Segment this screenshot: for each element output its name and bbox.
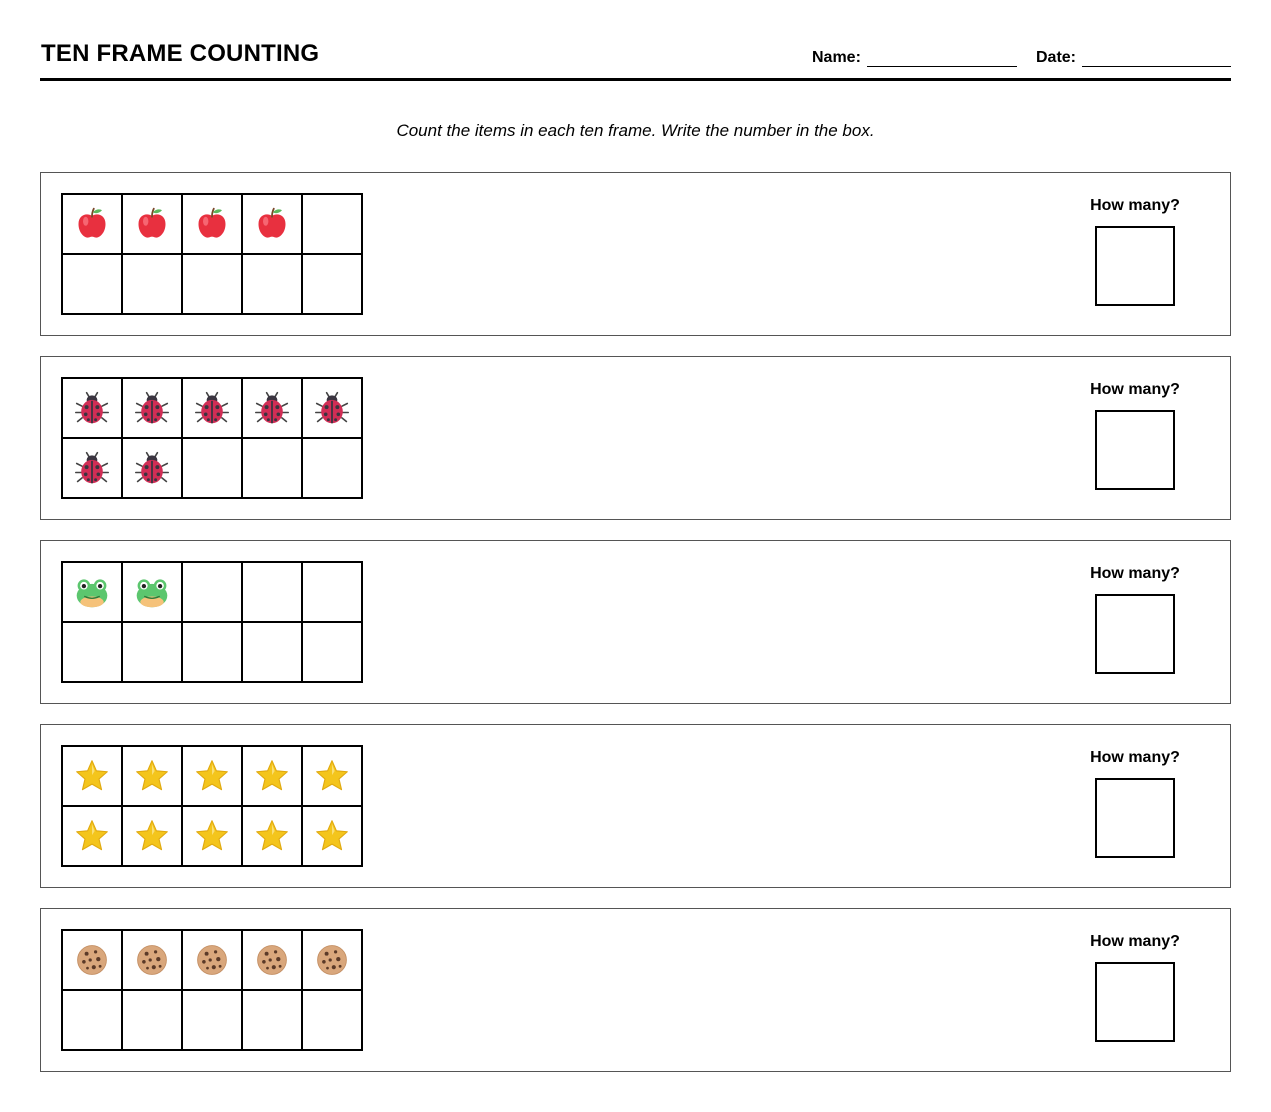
star-icon bbox=[314, 758, 350, 794]
cookie-icon bbox=[134, 942, 170, 978]
ladybug-icon bbox=[74, 390, 110, 426]
ten-frame-cell bbox=[123, 379, 183, 439]
ten-frame-cell bbox=[183, 807, 243, 867]
ten-frame-cell bbox=[243, 931, 303, 991]
answer-box[interactable] bbox=[1095, 226, 1175, 306]
cookie-icon bbox=[314, 942, 350, 978]
answer-box[interactable] bbox=[1095, 962, 1175, 1042]
ten-frame bbox=[61, 377, 363, 499]
how-many-label: How many? bbox=[1090, 565, 1180, 582]
ten-frame-cell bbox=[243, 623, 303, 683]
ten-frame-cell bbox=[63, 255, 123, 315]
star-icon bbox=[134, 758, 170, 794]
ten-frame-cell bbox=[123, 991, 183, 1051]
ten-frame-cell bbox=[183, 195, 243, 255]
how-many-label: How many? bbox=[1090, 197, 1180, 214]
ten-frame-cell bbox=[63, 563, 123, 623]
frog-icon bbox=[134, 574, 170, 610]
star-icon bbox=[314, 818, 350, 854]
ten-frame-cell bbox=[63, 931, 123, 991]
ten-frame bbox=[61, 745, 363, 867]
ten-frame-cell bbox=[303, 255, 363, 315]
ten-frame-cell bbox=[123, 195, 183, 255]
frog-icon bbox=[74, 574, 110, 610]
ten-frame-cell bbox=[183, 439, 243, 499]
apple-icon bbox=[74, 206, 110, 242]
ladybug-icon bbox=[254, 390, 290, 426]
ten-frame-cell bbox=[243, 439, 303, 499]
ten-frame-cell bbox=[123, 255, 183, 315]
answer-box[interactable] bbox=[1095, 410, 1175, 490]
ten-frame-cell bbox=[183, 931, 243, 991]
ten-frame-cell bbox=[63, 195, 123, 255]
answer-box[interactable] bbox=[1095, 594, 1175, 674]
how-many-label: How many? bbox=[1090, 749, 1180, 766]
ladybug-icon bbox=[134, 390, 170, 426]
ten-frame-cell bbox=[63, 991, 123, 1051]
apple-icon bbox=[134, 206, 170, 242]
ten-frame-cell bbox=[303, 807, 363, 867]
answer-area bbox=[1075, 381, 1195, 490]
ladybug-icon bbox=[134, 450, 170, 486]
answer-area bbox=[1075, 749, 1195, 858]
ten-frame-problem bbox=[40, 540, 1231, 704]
ten-frame-cell bbox=[183, 991, 243, 1051]
ten-frame-cell bbox=[183, 563, 243, 623]
ten-frame-problem bbox=[40, 356, 1231, 520]
name-label: Name: bbox=[812, 49, 861, 66]
ten-frame-cell bbox=[123, 807, 183, 867]
ten-frame-cell bbox=[243, 563, 303, 623]
date-field bbox=[1036, 49, 1231, 67]
worksheet-header bbox=[40, 0, 1231, 81]
worksheet-title: TEN FRAME COUNTING bbox=[41, 40, 320, 67]
cookie-icon bbox=[254, 942, 290, 978]
answer-area bbox=[1075, 565, 1195, 674]
ten-frame-cell bbox=[243, 747, 303, 807]
star-icon bbox=[74, 818, 110, 854]
ten-frame-cell bbox=[243, 379, 303, 439]
ten-frame-problem bbox=[40, 172, 1231, 336]
answer-area bbox=[1075, 197, 1195, 306]
ten-frame bbox=[61, 929, 363, 1051]
ten-frame-cell bbox=[63, 747, 123, 807]
star-icon bbox=[134, 818, 170, 854]
ten-frame-cell bbox=[303, 623, 363, 683]
ten-frame-cell bbox=[303, 563, 363, 623]
star-icon bbox=[194, 818, 230, 854]
ten-frame-cell bbox=[63, 379, 123, 439]
cookie-icon bbox=[194, 942, 230, 978]
ten-frame-cell bbox=[303, 747, 363, 807]
answer-box[interactable] bbox=[1095, 778, 1175, 858]
ten-frame-cell bbox=[183, 379, 243, 439]
ladybug-icon bbox=[74, 450, 110, 486]
name-line[interactable] bbox=[867, 52, 1017, 67]
ten-frame-cell bbox=[123, 623, 183, 683]
star-icon bbox=[194, 758, 230, 794]
ten-frame-problem bbox=[40, 724, 1231, 888]
ten-frame-cell bbox=[243, 991, 303, 1051]
ladybug-icon bbox=[314, 390, 350, 426]
ten-frame-cell bbox=[123, 747, 183, 807]
ten-frame-cell bbox=[303, 379, 363, 439]
ten-frame-cell bbox=[123, 931, 183, 991]
instructions: Count the items in each ten frame. Write the number in the box. bbox=[396, 121, 875, 140]
apple-icon bbox=[194, 206, 230, 242]
ten-frame bbox=[61, 193, 363, 315]
ten-frame-cell bbox=[243, 807, 303, 867]
ten-frame-cell bbox=[123, 563, 183, 623]
ten-frame bbox=[61, 561, 363, 683]
ladybug-icon bbox=[194, 390, 230, 426]
star-icon bbox=[254, 818, 290, 854]
ten-frame-cell bbox=[243, 195, 303, 255]
ten-frame-cell bbox=[303, 439, 363, 499]
ten-frame-cell bbox=[123, 439, 183, 499]
star-icon bbox=[254, 758, 290, 794]
how-many-label: How many? bbox=[1090, 933, 1180, 950]
date-label: Date: bbox=[1036, 49, 1077, 66]
ten-frame-problem bbox=[40, 908, 1231, 1072]
answer-area bbox=[1075, 933, 1195, 1042]
ten-frame-cell bbox=[183, 255, 243, 315]
ten-frame-cell bbox=[63, 807, 123, 867]
ten-frame-cell bbox=[243, 255, 303, 315]
name-field bbox=[812, 49, 1017, 67]
date-line[interactable] bbox=[1082, 52, 1231, 67]
ten-frame-cell bbox=[303, 195, 363, 255]
ten-frame-cell bbox=[183, 623, 243, 683]
ten-frame-cell bbox=[183, 747, 243, 807]
apple-icon bbox=[254, 206, 290, 242]
how-many-label: How many? bbox=[1090, 381, 1180, 398]
ten-frame-cell bbox=[303, 991, 363, 1051]
star-icon bbox=[74, 758, 110, 794]
ten-frame-cell bbox=[63, 439, 123, 499]
ten-frame-cell bbox=[303, 931, 363, 991]
ten-frame-cell bbox=[63, 623, 123, 683]
cookie-icon bbox=[74, 942, 110, 978]
